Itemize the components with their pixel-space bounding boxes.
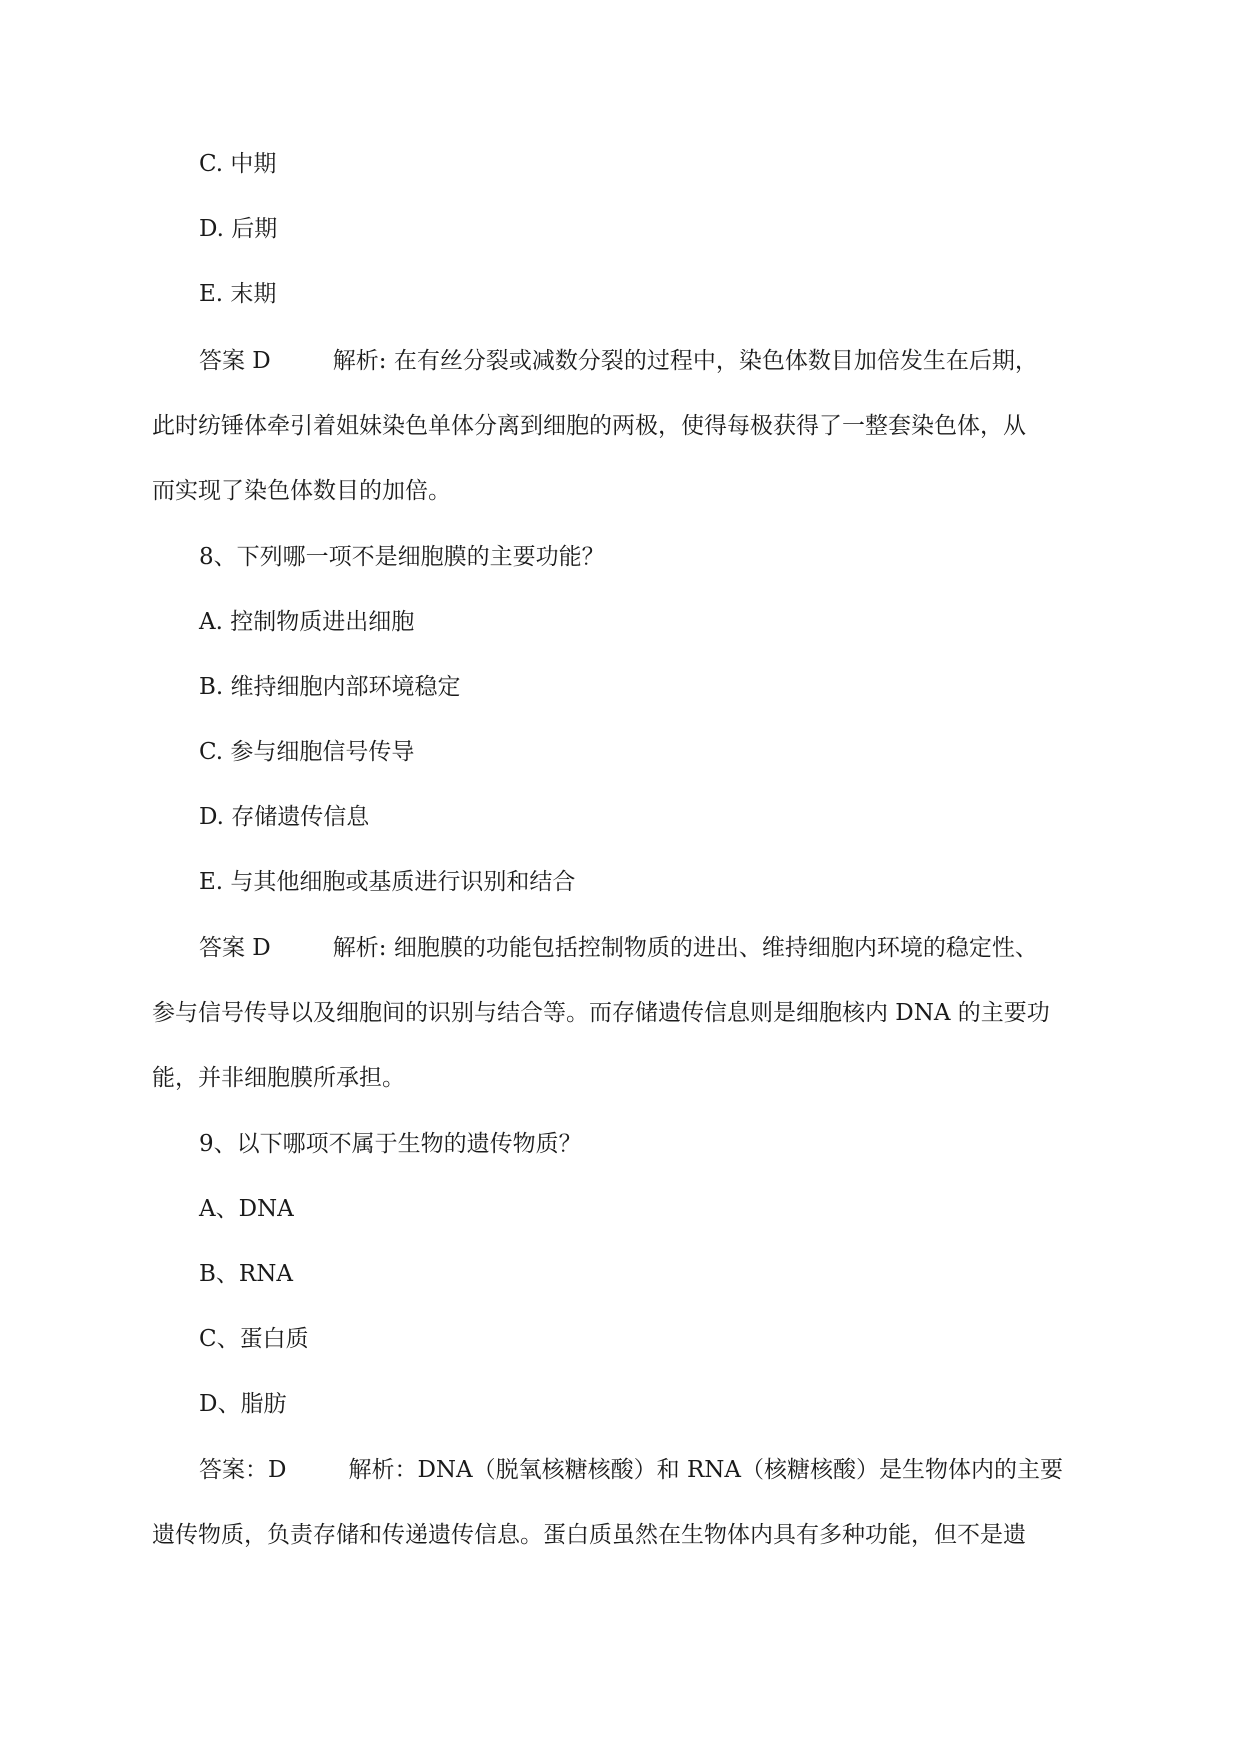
q8-question: 8、下列哪一项不是细胞膜的主要功能？ — [199, 544, 605, 570]
q8-option-a: A. 控制物质进出细胞 — [199, 609, 415, 635]
q8-answer-line — [199, 933, 1092, 963]
q8-option-b: B. 维持细胞内部环境稳定 — [199, 674, 461, 700]
q7-option-e: E. 末期 — [199, 281, 277, 307]
q7-answer-line — [199, 346, 1092, 376]
q9-answer-line — [199, 1455, 1092, 1485]
q9-option-b: B、RNA — [199, 1261, 293, 1287]
q9-option-c: C、蛋白质 — [199, 1326, 309, 1352]
q8-answer-label: 答案 D — [199, 935, 271, 961]
q9-option-d: D、脂肪 — [199, 1391, 287, 1417]
q7-option-d: D. 后期 — [199, 216, 278, 242]
q9-option-a: A、DNA — [199, 1196, 294, 1222]
q7-answer-label: 答案 D — [199, 348, 271, 374]
q9-question: 9、以下哪项不属于生物的遗传物质？ — [199, 1131, 582, 1157]
q8-analysis-line-2: 参与信号传导以及细胞间的识别与结合等。而存储遗传信息则是细胞核内 DNA 的主要功 — [152, 1000, 1050, 1026]
q9-analysis-line-1: 解析：DNA（脱氧核糖核酸）和 RNA（核糖核酸）是生物体内的主要 — [348, 1457, 1063, 1483]
q9-analysis-line-2: 遗传物质，负责存储和传递遗传信息。蛋白质虽然在生物体内具有多种功能，但不是遗 — [152, 1522, 1026, 1548]
q7-option-c: C. 中期 — [199, 151, 277, 177]
q7-analysis-line-1: 解析: 在有丝分裂或减数分裂的过程中，染色体数目加倍发生在后期， — [332, 348, 1038, 374]
q8-analysis-line-3: 能，并非细胞膜所承担。 — [152, 1065, 405, 1091]
q9-answer-label: 答案：D — [199, 1457, 287, 1483]
q7-analysis-line-3: 而实现了染色体数目的加倍。 — [152, 478, 451, 504]
q8-analysis-line-1: 解析: 细胞膜的功能包括控制物质的进出、维持细胞内环境的稳定性、 — [332, 935, 1038, 961]
q8-option-e: E. 与其他细胞或基质进行识别和结合 — [199, 869, 576, 895]
q7-analysis-line-2: 此时纺锤体牵引着姐妹染色单体分离到细胞的两极，使得每极获得了一整套染色体，从 — [152, 413, 1026, 439]
q8-option-c: C. 参与细胞信号传导 — [199, 739, 415, 765]
q8-option-d: D. 存储遗传信息 — [199, 804, 370, 830]
